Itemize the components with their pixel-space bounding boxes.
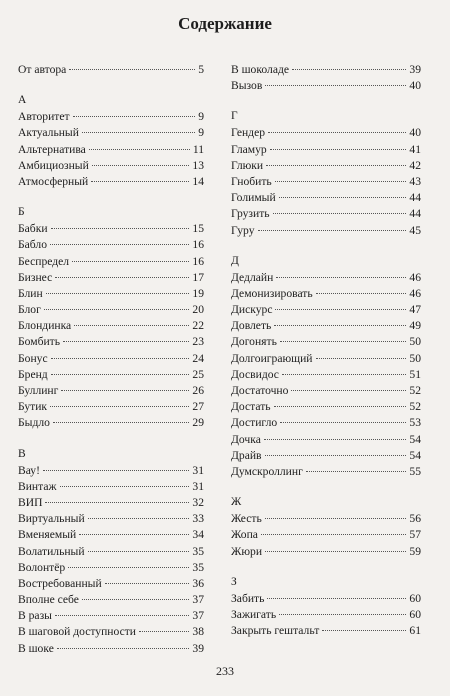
toc-section (18, 62, 204, 78)
entry-title: ВИП (18, 495, 43, 509)
entry-title: Авторитет (18, 110, 70, 124)
entry-title: Альтернатива (18, 142, 86, 156)
dot-leader (79, 534, 189, 535)
dot-leader (51, 374, 190, 375)
entry-title: Блондинка (18, 319, 72, 333)
entry-page-number: 59 (409, 544, 421, 558)
toc-entry[interactable] (231, 351, 421, 367)
entry-title: Думскроллинг (231, 464, 303, 478)
toc-entry[interactable] (231, 607, 421, 623)
dot-leader (270, 149, 407, 150)
entry-title: Блог (18, 303, 41, 317)
entry-page-number: 31 (192, 463, 204, 477)
dot-leader (43, 470, 189, 471)
entry-page-number: 36 (192, 576, 204, 590)
entry-title: Гендер (231, 126, 266, 140)
toc-entry[interactable] (231, 190, 421, 206)
toc-entry[interactable] (231, 383, 421, 399)
entry-title: Бомбить (18, 335, 61, 349)
entry-page-number: 31 (192, 479, 204, 493)
dot-leader (265, 85, 406, 86)
entry-page-number: 60 (409, 591, 421, 605)
entry-page-number: 9 (198, 126, 204, 140)
entry-page-number: 52 (409, 400, 421, 414)
entry-page-number: 52 (409, 384, 421, 397)
toc-entry[interactable] (231, 318, 421, 334)
entry-page-number: 57 (409, 528, 421, 542)
entry-page-number: 14 (192, 174, 204, 188)
dot-leader (322, 630, 406, 631)
toc-section (18, 94, 204, 190)
toc-entry[interactable] (18, 158, 204, 174)
dot-leader (91, 181, 189, 182)
dot-leader (266, 165, 406, 166)
dot-leader (105, 583, 190, 584)
entry-title: Драйв (231, 448, 262, 462)
section-letter: Б (18, 206, 25, 219)
dot-leader (316, 293, 407, 294)
entry-title: Достаточно (231, 384, 289, 397)
dot-leader (265, 455, 407, 456)
dot-leader (50, 406, 189, 407)
entry-title: Виртуальный (18, 512, 85, 526)
entry-title: Вменяемый (18, 528, 77, 542)
dot-leader (280, 422, 406, 423)
section-letter: А (18, 94, 27, 107)
entry-title: Досвидос (231, 367, 279, 381)
entry-page-number: 9 (198, 110, 204, 124)
entry-page-number: 35 (192, 560, 204, 574)
entry-page-number: 35 (192, 544, 204, 558)
toc-entry[interactable] (18, 125, 204, 141)
entry-page-number: 27 (192, 400, 204, 414)
toc-entry[interactable] (18, 302, 204, 318)
entry-page-number: 19 (192, 286, 204, 300)
dot-leader (274, 406, 407, 407)
entry-page-number: 38 (192, 625, 204, 639)
entry-page-number: 24 (192, 351, 204, 365)
entry-page-number: 33 (192, 512, 204, 526)
toc-entry[interactable] (231, 334, 421, 350)
dot-leader (82, 132, 195, 133)
page-title: Содержание (178, 14, 272, 33)
entry-title: От автора (18, 63, 67, 76)
section-letter: Д (231, 254, 239, 267)
dot-leader (89, 149, 190, 150)
entry-title: Атмосферный (18, 174, 89, 188)
dot-leader (88, 551, 190, 552)
entry-page-number: 26 (192, 384, 204, 397)
entry-page-number: 50 (409, 351, 421, 365)
dot-leader (139, 631, 189, 632)
entry-page-number: 54 (409, 448, 421, 462)
toc-entry[interactable] (231, 544, 421, 560)
entry-title: Бабло (18, 238, 47, 252)
dot-leader (51, 358, 190, 359)
toc-section (231, 62, 421, 94)
toc-entry[interactable] (18, 237, 204, 253)
entry-page-number: 29 (192, 416, 204, 430)
entry-title: Волатильный (18, 544, 85, 558)
entry-page-number: 37 (192, 609, 204, 623)
entry-page-number: 13 (192, 158, 204, 172)
toc-entry[interactable] (18, 511, 204, 527)
entry-page-number: 37 (192, 593, 204, 607)
toc-section (231, 110, 421, 238)
entry-page-number: 25 (192, 367, 204, 381)
toc-entry[interactable] (18, 383, 204, 399)
entry-page-number: 53 (409, 416, 421, 430)
toc-entry[interactable] (18, 142, 204, 158)
entry-page-number: 16 (192, 254, 204, 268)
dot-leader (63, 341, 189, 342)
toc-entry[interactable] (231, 591, 421, 607)
toc-entry[interactable] (18, 495, 204, 511)
dot-leader (280, 341, 407, 342)
dot-leader (273, 213, 407, 214)
toc-entry[interactable] (231, 206, 421, 222)
section-letter: З (231, 575, 237, 588)
dot-leader (92, 165, 190, 166)
toc-entry[interactable] (231, 448, 421, 464)
toc-entry[interactable] (18, 62, 204, 78)
toc-entry[interactable] (231, 399, 421, 415)
entry-page-number: 40 (409, 126, 421, 140)
toc-entry[interactable] (231, 415, 421, 431)
dot-leader (73, 116, 196, 117)
dot-leader (316, 358, 407, 359)
entry-page-number: 41 (409, 142, 421, 156)
entry-title: Грузить (231, 207, 270, 221)
entry-title: Вызов (231, 79, 263, 93)
toc-entry[interactable] (18, 254, 204, 270)
entry-title: Быдло (18, 416, 50, 430)
toc-entry[interactable] (231, 62, 421, 78)
entry-title: Достать (231, 400, 271, 414)
entry-title: Бренд (18, 367, 48, 381)
entry-title: Дочка (231, 432, 261, 446)
toc-entry[interactable] (18, 463, 204, 479)
toc-entry[interactable] (18, 367, 204, 383)
entry-page-number: 39 (409, 63, 421, 76)
entry-page-number: 46 (409, 286, 421, 300)
entry-title: Гнобить (231, 174, 272, 188)
entry-title: Догонять (231, 335, 277, 349)
dot-leader (61, 390, 189, 391)
toc-section (231, 255, 421, 480)
toc-entry[interactable] (18, 270, 204, 286)
toc-entry[interactable] (231, 158, 421, 174)
entry-page-number: 40 (409, 79, 421, 93)
dot-leader (68, 567, 189, 568)
dot-leader (51, 228, 190, 229)
entry-title: Достигло (231, 416, 278, 430)
entry-title: В разы (18, 609, 52, 623)
toc-entry[interactable] (231, 78, 421, 94)
entry-title: Вполне себе (18, 593, 79, 607)
entry-page-number: 39 (192, 641, 204, 655)
entry-title: Довлеть (231, 319, 272, 333)
toc-entry[interactable] (231, 174, 421, 190)
entry-title: Блин (18, 286, 43, 300)
entry-title: Бизнес (18, 270, 53, 284)
dot-leader (265, 518, 407, 519)
toc-entry[interactable] (231, 623, 421, 639)
toc-entry[interactable] (18, 527, 204, 543)
dot-leader (279, 614, 406, 615)
dot-leader (45, 502, 189, 503)
dot-leader (258, 230, 407, 231)
entry-title: Вау! (18, 463, 40, 477)
toc-entry[interactable] (18, 544, 204, 560)
dot-leader (276, 277, 406, 278)
dot-leader (69, 69, 195, 70)
toc-column-left (18, 62, 204, 673)
entry-page-number: 44 (409, 207, 421, 221)
entry-title: Волонтёр (18, 560, 66, 574)
entry-title: Жопа (231, 528, 258, 542)
toc-entry[interactable] (18, 334, 204, 350)
toc-entry[interactable] (18, 109, 204, 125)
entry-title: В шаговой доступности (18, 625, 137, 639)
toc-entry[interactable] (18, 641, 204, 657)
entry-page-number: 11 (192, 142, 204, 156)
toc-entry[interactable] (231, 464, 421, 480)
dot-leader (268, 132, 406, 133)
dot-leader (55, 277, 189, 278)
entry-page-number: 61 (409, 624, 421, 638)
toc-entry[interactable] (231, 432, 421, 448)
toc-column-right (231, 62, 421, 655)
toc-entry[interactable] (18, 576, 204, 592)
entry-page-number: 32 (192, 495, 204, 509)
entry-title: Демонизировать (231, 286, 313, 300)
dot-leader (267, 598, 406, 599)
dot-leader (72, 261, 189, 262)
dot-leader (60, 486, 190, 487)
toc-section (18, 448, 204, 657)
section-letter: Ж (231, 496, 242, 509)
entry-page-number: 55 (409, 464, 421, 478)
toc-entry[interactable] (18, 592, 204, 608)
toc-entry[interactable] (231, 511, 421, 527)
toc-entry[interactable] (231, 302, 421, 318)
dot-leader (274, 325, 406, 326)
entry-page-number: 56 (409, 512, 421, 526)
section-letter: Г (231, 110, 238, 123)
entry-page-number: 42 (409, 158, 421, 172)
toc-entry[interactable] (18, 415, 204, 431)
dot-leader (55, 615, 189, 616)
entry-title: Гуру (231, 223, 255, 237)
toc-entry[interactable] (231, 142, 421, 158)
entry-page-number: 46 (409, 270, 421, 284)
entry-page-number: 51 (409, 367, 421, 381)
dot-leader (275, 181, 407, 182)
entry-title: Долгоиграющий (231, 351, 313, 365)
entry-page-number: 43 (409, 174, 421, 188)
dot-leader (264, 439, 407, 440)
entry-title: Дискурс (231, 303, 273, 317)
entry-title: Дедлайн (231, 270, 274, 284)
toc-section (18, 206, 204, 431)
entry-title: Бутик (18, 400, 48, 414)
dot-leader (53, 422, 189, 423)
entry-title: Бабки (18, 222, 48, 236)
toc-entry[interactable] (18, 624, 204, 640)
entry-title: В шоколаде (231, 63, 290, 76)
entry-page-number: 23 (192, 335, 204, 349)
dot-leader (292, 69, 406, 70)
entry-page-number: 60 (409, 607, 421, 621)
toc-entry[interactable] (231, 286, 421, 302)
dot-leader (306, 471, 407, 472)
toc-entry[interactable] (231, 223, 421, 239)
entry-page-number: 16 (192, 238, 204, 252)
dot-leader (50, 244, 189, 245)
entry-title: Востребованный (18, 576, 102, 590)
entry-page-number: 34 (192, 528, 204, 542)
entry-title: Амбициозный (18, 158, 89, 172)
dot-leader (291, 390, 406, 391)
dot-leader (279, 197, 407, 198)
entry-title: Голимый (231, 191, 276, 205)
entry-page-number: 54 (409, 432, 421, 446)
entry-page-number: 15 (192, 222, 204, 236)
entry-page-number: 50 (409, 335, 421, 349)
toc-entry[interactable] (18, 286, 204, 302)
entry-title: Беспредел (18, 254, 70, 268)
dot-leader (46, 293, 190, 294)
entry-page-number: 20 (192, 303, 204, 317)
dot-leader (261, 534, 406, 535)
entry-title: В шоке (18, 641, 54, 655)
entry-title: Глюки (231, 158, 264, 172)
dot-leader (88, 518, 190, 519)
entry-title: Жесть (231, 512, 262, 526)
entry-title: Актуальный (18, 126, 79, 140)
dot-leader (282, 374, 406, 375)
toc-entry[interactable] (18, 221, 204, 237)
page-number: 233 (216, 664, 234, 678)
dot-leader (82, 599, 189, 600)
entry-title: Буллинг (18, 384, 59, 397)
toc-entry[interactable] (231, 527, 421, 543)
entry-page-number: 49 (409, 319, 421, 333)
entry-title: Закрыть гештальт (231, 624, 320, 638)
dot-leader (265, 551, 406, 552)
toc-section (231, 496, 421, 560)
entry-page-number: 22 (192, 319, 204, 333)
toc-entry[interactable] (18, 351, 204, 367)
toc-entry[interactable] (18, 560, 204, 576)
toc-entry[interactable] (18, 174, 204, 190)
toc-section (231, 576, 421, 640)
entry-page-number: 44 (409, 191, 421, 205)
entry-page-number: 45 (409, 223, 421, 237)
entry-title: Жюри (231, 544, 263, 558)
entry-page-number: 5 (198, 63, 204, 76)
entry-title: Винтаж (18, 479, 57, 493)
dot-leader (57, 648, 190, 649)
dot-leader (44, 309, 190, 310)
toc-entry[interactable] (18, 399, 204, 415)
toc-entry[interactable] (18, 608, 204, 624)
entry-title: Забить (231, 591, 265, 605)
toc-entry[interactable] (231, 367, 421, 383)
toc-entry[interactable] (18, 479, 204, 495)
toc-entry[interactable] (231, 125, 421, 141)
entry-title: Бонус (18, 351, 48, 365)
entry-title: Зажигать (231, 607, 277, 621)
entry-page-number: 17 (192, 270, 204, 284)
entry-title: Гламур (231, 142, 267, 156)
entry-page-number: 47 (409, 303, 421, 317)
dot-leader (74, 325, 189, 326)
dot-leader (275, 309, 406, 310)
section-letter: В (18, 447, 26, 460)
toc-entry[interactable] (18, 318, 204, 334)
toc-entry[interactable] (231, 270, 421, 286)
